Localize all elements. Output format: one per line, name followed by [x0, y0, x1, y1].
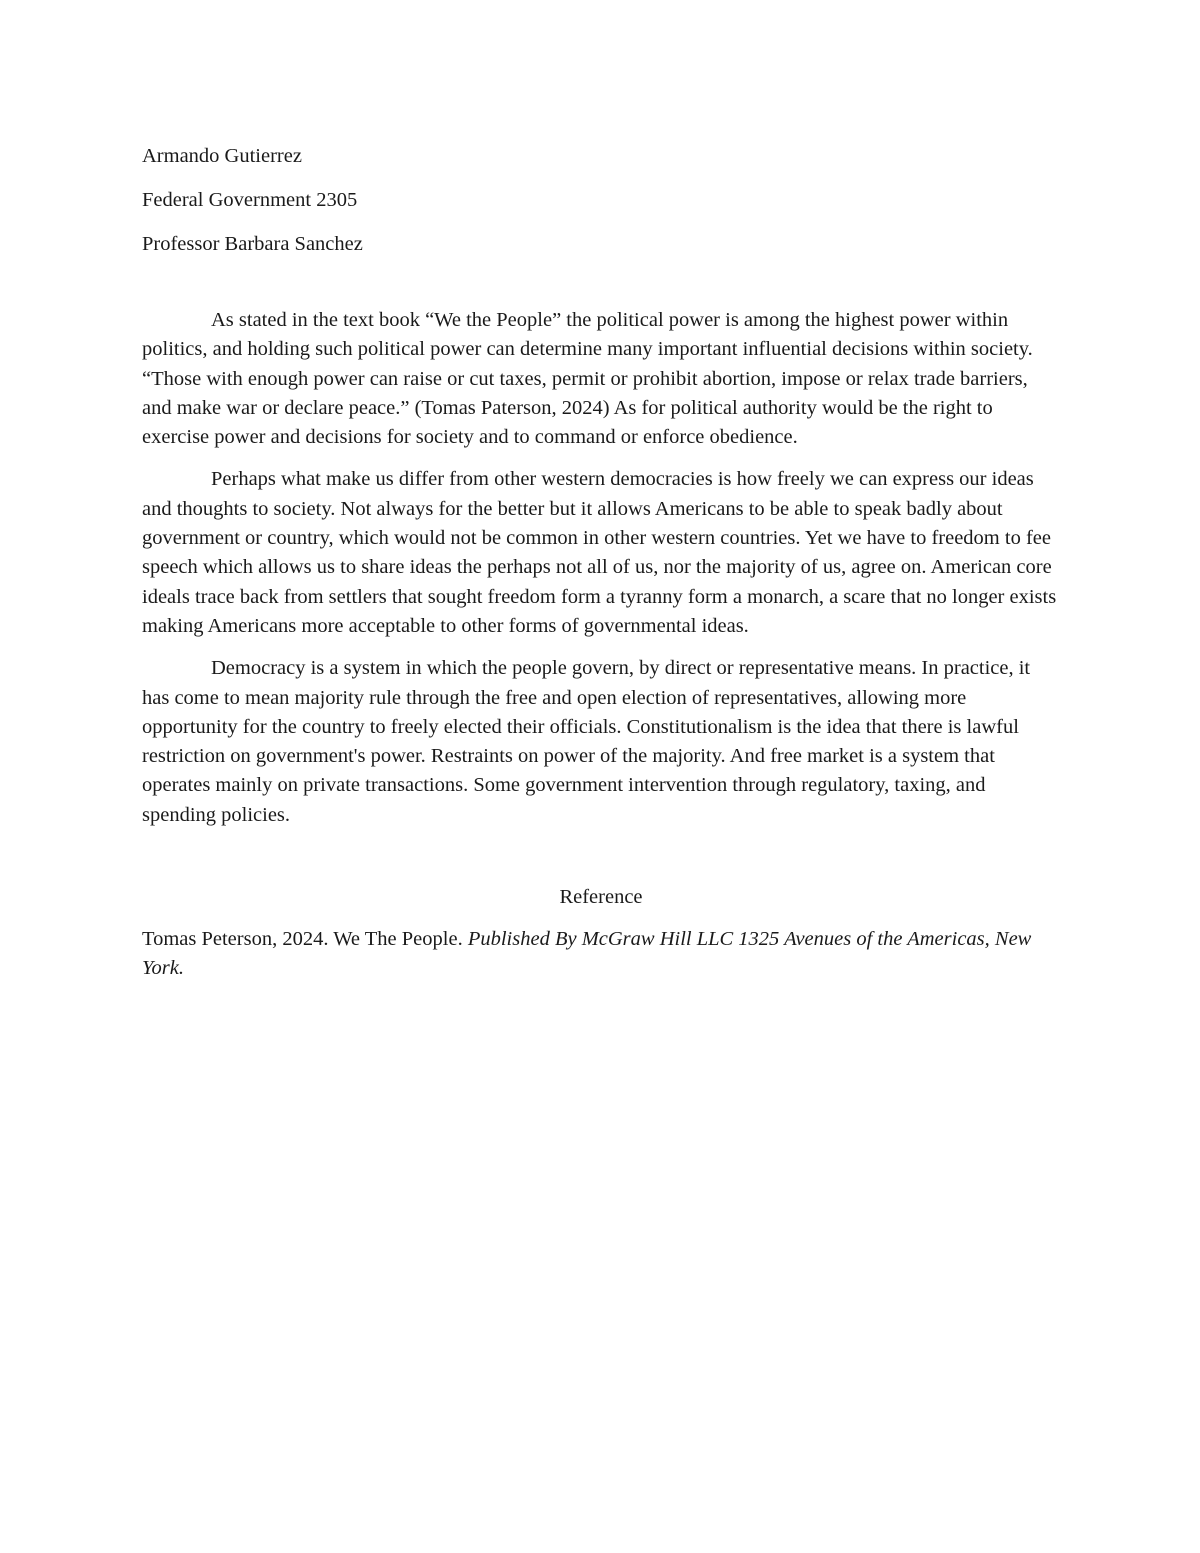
body-paragraph-2: Perhaps what make us differ from other western democracies is how freely we can express our ideas and thoughts to society. Not always for the better but it allows Americans to be able to speak badly about government or country, which would not be common in other western countries. Yet we have to freedom to fee speech which allows us to share ideas the perhaps not all of us, nor the majority of us, agree on. American core ideals trace back from settlers that sought freedom form a tyranny form a monarch, a scare that no longer exists making Americans more acceptable to other forms of governmental ideas. — [142, 468, 1057, 637]
body-paragraph-3: Democracy is a system in which the people govern, by direct or representative means. In practice, it has come to mean majority rule through the free and open election of representatives, allowing more opportunity for the country to freely elected their officials. Constitutionalism is the idea that there is lawful restriction on government's power. Restraints on power of the majority. And free market is a system that operates mainly on private transactions. Some government intervention through regulatory, taxing, and spending policies. — [142, 657, 1031, 826]
citation-publisher-text: Published By McGraw Hill LLC 1325 Avenues of the Americas, New York. — [142, 928, 1032, 980]
document-content — [142, 141, 1060, 984]
author-name: Armando Gutierrez — [142, 145, 302, 167]
body-paragraph-1: As stated in the text book “We the People” the political power is among the highest power within politics, and holding such political power can determine many important influential decisions within society. “Those with enough power can raise or cut taxes, permit or prohibit abortion, impose or relax trade barriers, and make war or declare peace.” (Tomas Paterson, 2024) As for political authority would be the right to exercise power and decisions for society and to command or enforce obedience. — [142, 309, 1033, 449]
reference-heading: Reference — [559, 886, 643, 909]
essay-body — [142, 306, 1060, 830]
citation-plain-text: Tomas Peterson, 2024. We The People. — [142, 928, 468, 951]
reference-citation — [142, 925, 1060, 984]
header-block — [142, 141, 1060, 259]
professor-name: Professor Barbara Sanchez — [142, 233, 363, 255]
course-name: Federal Government 2305 — [142, 189, 358, 211]
